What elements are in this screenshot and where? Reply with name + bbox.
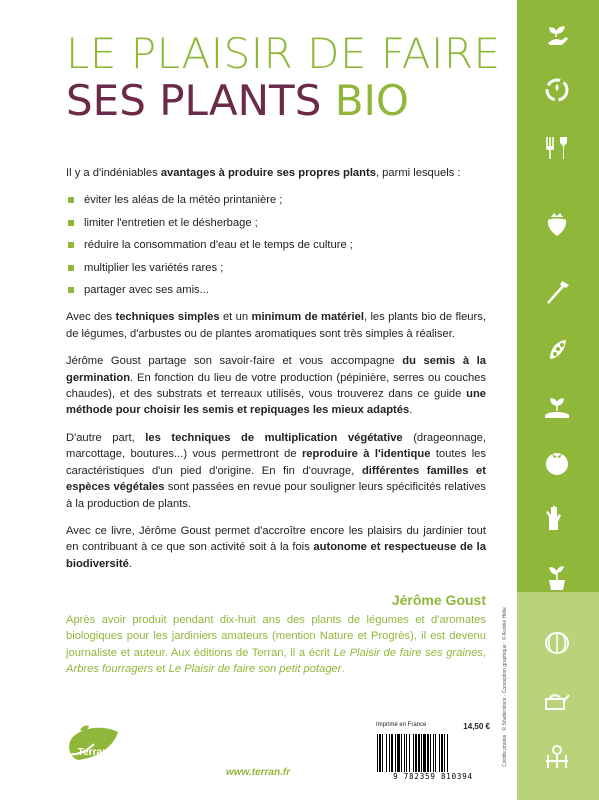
barcode-block	[374, 722, 492, 784]
icon-column	[535, 18, 579, 778]
hand-seedling-icon	[541, 18, 573, 50]
title-line-1: LE PLAISIR DE FAIRE	[66, 29, 501, 78]
publisher-logo	[62, 724, 124, 780]
paragraph-conclusion: Avec ce livre, Jérôme Goust permet d'accroître encore les plaisirs du jardinier tout en contribuant à ce que son activité soit à la fois autonome et respectueuse de la biodiversité.	[66, 524, 486, 570]
author-bio: Après avoir produit pendant dix-huit ans des plants de légumes et d'aromates biologiques pour les jardiniers amateurs (mention Nature et Progrès), il est devenu journaliste et auteur. Aux éditions de Terran, il a écrit Le Plaisir de faire ses graines, Arbres fourragers et Le Plaisir de faire son petit potager.	[66, 614, 486, 676]
tomato-icon	[541, 446, 573, 478]
list-item: éviter les aléas de la météo printanière ;	[66, 192, 486, 208]
pea-pod-icon	[541, 334, 573, 366]
book-title	[66, 30, 506, 124]
price-label: 14,50 €	[463, 722, 490, 731]
printed-in-label: Imprimé en France	[376, 722, 427, 728]
garden-tools-icon	[541, 132, 573, 164]
list-item: réduire la consommation d'eau et le temps de culture ;	[66, 237, 486, 253]
melon-icon	[541, 626, 573, 658]
flower-fence-icon	[541, 740, 573, 772]
seedling-pot-icon	[541, 562, 573, 594]
paragraph-semis: Jérôme Goust partage son savoir-faire et vous accompagne du semis à la germination. En fonction du lieu de votre production (pépinière, serres ou couches chaudes), et des substrats et terreaux utilisés, vous trouverez dans ce guide une méthode pour choisir les semis et repiquages les mieux adaptés.	[66, 355, 486, 417]
title-line-2	[66, 78, 506, 124]
sprout-soil-icon	[541, 390, 573, 422]
strawberry-icon	[541, 208, 573, 240]
list-item: multiplier les variétés rares ;	[66, 260, 486, 276]
intro-paragraph: Il y a d'indéniables avantages à produire ses propres plants, parmi lesquels :	[66, 167, 461, 179]
paragraph-techniques: Avec des techniques simples et un minimum de matériel, les plants bio de fleurs, de légumes, d'arbustes ou de plantes aromatiques sont très simples à réaliser.	[66, 311, 486, 340]
gloves-icon	[541, 502, 573, 534]
isbn-number: 9 782359 810394	[393, 772, 473, 781]
title-line-2-main: SES PLANTS	[66, 76, 322, 125]
watering-pot-icon	[541, 682, 573, 714]
logo-text: Terran	[77, 747, 109, 758]
description-body	[66, 165, 486, 583]
hoe-icon	[541, 276, 573, 308]
title-line-2-accent: BIO	[334, 76, 409, 125]
recycle-icon	[541, 74, 573, 106]
paragraph-multiplication: D'autre part, les techniques de multiplication végétative (drageonnage, marcottage, boutures...) vous permettront de reproduire à l'identique toutes les caractéristiques d'un pied d'origine. En fin d'ouvrage, différentes familles et espèces végétales sont passées en revue pour souligner leurs spécificités relatives à la production de plants.	[66, 431, 486, 510]
list-item: partager avec ses amis...	[66, 282, 486, 298]
publisher-url[interactable]: www.terran.fr	[226, 767, 291, 778]
photo-credits	[498, 604, 510, 774]
advantages-list	[66, 192, 486, 298]
barcode	[377, 734, 489, 772]
author-name: Jérôme Goust	[391, 592, 486, 608]
credits-text: Crédits photos : © Shutterstock - Conception graphique : © Aurélie Hélie	[502, 607, 508, 767]
list-item: limiter l'entretien et le désherbage ;	[66, 215, 486, 231]
